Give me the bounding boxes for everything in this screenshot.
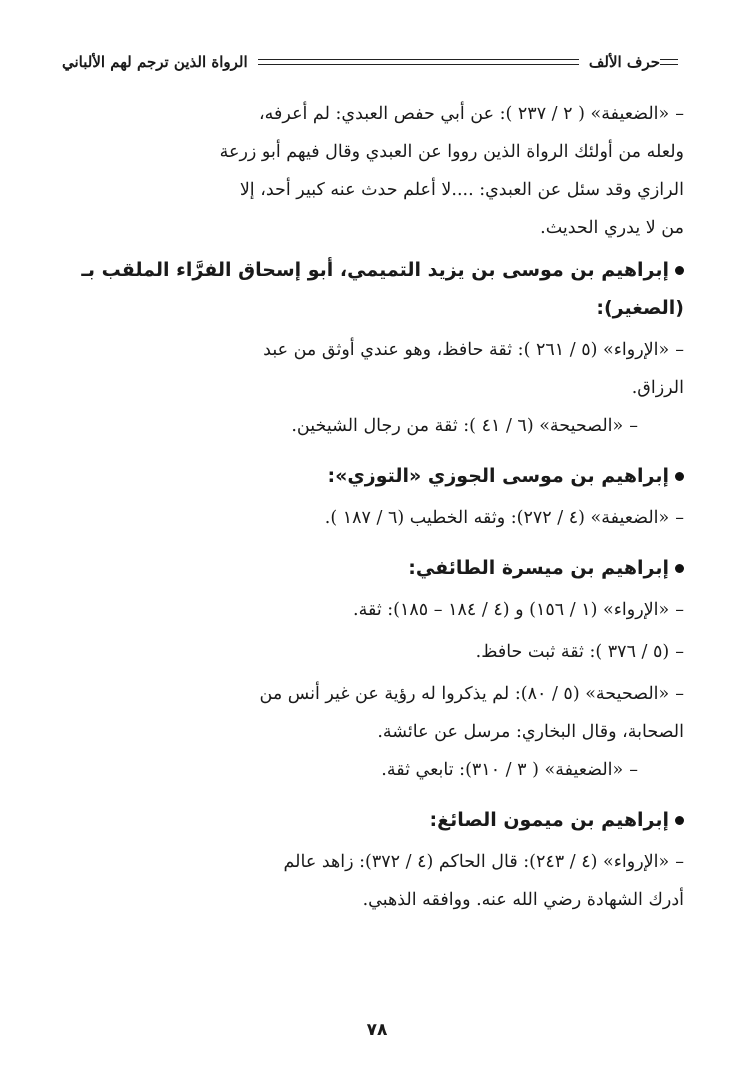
text-line (62, 675, 684, 713)
entry-title (62, 457, 684, 495)
title-text: إبراهيم بن موسى الجوزي «التوزي»: (327, 465, 669, 487)
bullet-icon (675, 564, 684, 573)
text-line (62, 407, 684, 445)
entry-title (62, 801, 684, 839)
text: (٥ / ٣٧٦ ): ثقة ثبت حافظ. (475, 642, 670, 662)
text-line: الرازي وقد سئل عن العبدي: ....لا أعلم حدث عنه كبير أحد، إلا (239, 180, 684, 200)
dash: – (629, 760, 638, 780)
dash: – (675, 104, 684, 124)
dash: – (675, 508, 684, 528)
dash: – (675, 684, 684, 704)
entry-title (62, 549, 684, 587)
running-header (62, 50, 684, 74)
text-line: الرزاق. (631, 378, 684, 398)
title-text: إبراهيم بن ميسرة الطائفي: (408, 557, 669, 579)
entry-title (62, 251, 684, 289)
text: «الضعيفة» ( ٢ / ٢٣٧ ): عن أبي حفص العبدي: لم أعرفه، (259, 104, 670, 124)
header-rule-tail (660, 59, 678, 65)
header-section-title: حرف الألف (588, 53, 660, 71)
text: «الإرواء» (١ / ١٥٦) و (٤ / ١٨٤ – ١٨٥): ثقة. (353, 600, 670, 620)
header-rule (258, 59, 579, 65)
bullet-icon (675, 816, 684, 825)
title-text: إبراهيم بن موسى بن يزيد التميمي، أبو إسحاق الفرَّاء الملقب بـ (81, 259, 669, 281)
dash: – (675, 600, 684, 620)
entry-title-cont: (الصغير): (596, 297, 684, 319)
bullet-icon (675, 472, 684, 481)
text-line: ولعله من أولئك الرواة الذين رووا عن العبدي وقال فيهم أبو زرعة (219, 142, 684, 162)
text-line: أدرك الشهادة رضي الله عنه. ووافقه الذهبي. (362, 890, 684, 910)
dash: – (629, 416, 638, 436)
text: «الصحيحة» (٦ / ٤١ ): ثقة من رجال الشيخين. (291, 416, 624, 436)
title-text: إبراهيم بن ميمون الصائغ: (429, 809, 669, 831)
text-line: الصحابة، وقال البخاري: مرسل عن عائشة. (377, 722, 684, 742)
text-line (62, 499, 684, 537)
dash: – (675, 852, 684, 872)
text-line (62, 633, 684, 671)
text-line (62, 751, 684, 789)
dash: – (675, 340, 684, 360)
page-content (62, 95, 684, 919)
header-book-title: الرواة الذين ترجم لهم الألباني (62, 53, 248, 71)
text: «الإرواء» (٥ / ٢٦١ ): ثقة حافظ، وهو عندي أوثق من عبد (263, 340, 670, 360)
text: «الضعيفة» ( ٣ / ٣١٠): تابعي ثقة. (381, 760, 624, 780)
text-line: من لا يدري الحديث. (540, 218, 684, 238)
text: «الإرواء» (٤ / ٢٤٣): قال الحاكم (٤ / ٣٧٢): زاهد عالم (283, 852, 670, 872)
text-line (62, 843, 684, 881)
dash: – (675, 642, 684, 662)
bullet-icon (675, 266, 684, 275)
text: «الضعيفة» (٤ / ٢٧٢): وثقه الخطيب (٦ / ١٨٧ ). (324, 508, 670, 528)
text: «الصحيحة» (٥ / ٨٠): لم يذكروا له رؤية عن غير أنس من (259, 684, 670, 704)
text-line (62, 331, 684, 369)
text-line (62, 95, 684, 133)
text-line (62, 591, 684, 629)
page-number: ٧٨ (366, 1020, 388, 1040)
